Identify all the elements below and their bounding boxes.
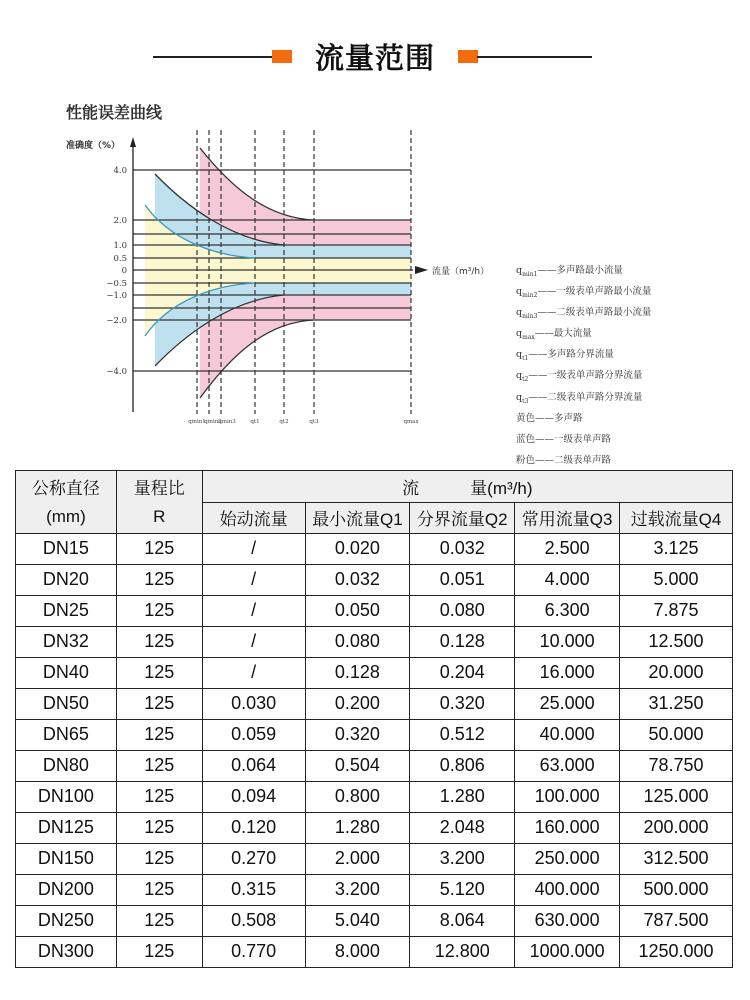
table-cell: 125 (116, 595, 202, 626)
table-cell: 6.300 (515, 595, 620, 626)
legend-text: ——二级表单声路最小流量 (537, 307, 652, 319)
table-row (16, 905, 733, 936)
table-cell: DN40 (16, 657, 117, 688)
table-cell: 50.000 (620, 719, 733, 750)
table-cell: 5.120 (410, 874, 515, 905)
table-cell: 2.500 (515, 533, 620, 564)
table-cell: 500.000 (620, 874, 733, 905)
table-row (16, 874, 733, 905)
table-cell: 0.320 (410, 688, 515, 719)
legend-text: ——多声路最小流量 (537, 265, 623, 276)
table-cell: 31.250 (620, 688, 733, 719)
legend-item (516, 389, 651, 410)
table-cell: 1250.000 (620, 936, 733, 967)
chart-title: 性能误差曲线 (66, 103, 163, 122)
legend-subscript: min1 (522, 270, 538, 278)
legend-text: ——二级表单声路分界流量 (528, 391, 643, 403)
table-cell: 40.000 (515, 719, 620, 750)
y-tick-label: −1.0 (106, 291, 127, 301)
legend-item (516, 410, 651, 431)
table-cell: 0.080 (410, 595, 515, 626)
chart-legend (516, 262, 651, 473)
table-row (16, 781, 733, 812)
table-cell: 125 (116, 843, 202, 874)
column-header: 分界流量Q2 (410, 502, 515, 533)
table-cell: 78.750 (620, 750, 733, 781)
table-cell: 125 (116, 688, 202, 719)
section-title: 流量范围 (314, 41, 435, 75)
table-cell: 0.200 (305, 688, 410, 719)
x-tick-label: qmin1 (188, 419, 206, 425)
column-header: 常用流量Q3 (515, 502, 620, 533)
table-cell: 3.200 (410, 843, 515, 874)
table-cell: 125 (116, 533, 202, 564)
header-range-ratio: 量程比 (116, 471, 202, 503)
table-cell: / (202, 657, 305, 688)
table-cell: DN32 (16, 626, 117, 657)
table-cell: 0.051 (410, 564, 515, 595)
y-tick-label: 2.0 (113, 216, 127, 226)
table-cell: / (202, 595, 305, 626)
table-cell: 0.032 (410, 533, 515, 564)
table-cell: 5.040 (305, 905, 410, 936)
x-axis-arrow-icon (415, 266, 428, 274)
legend-text: ——一级表单声路 (535, 433, 612, 445)
table-cell: 125 (116, 936, 202, 967)
legend-item (516, 431, 651, 452)
table-cell: 1.280 (305, 812, 410, 843)
legend-symbol: q (516, 349, 523, 361)
table-cell: 312.500 (620, 843, 733, 874)
table-cell: 0.508 (202, 905, 305, 936)
header-dn: 公称直径 (16, 471, 117, 503)
table-cell: / (202, 626, 305, 657)
table-cell: 63.000 (515, 750, 620, 781)
legend-text: ——一级表单声路最小流量 (537, 286, 652, 298)
legend-symbol: q (516, 370, 523, 382)
legend-item (516, 304, 651, 325)
y-axis-arrow-icon (130, 137, 136, 147)
table-cell: 12.500 (620, 626, 733, 657)
x-tick-label: qmin2 (204, 419, 222, 425)
legend-symbol: q (516, 265, 523, 276)
table-row (16, 688, 733, 719)
header-dn-unit: (mm) (16, 502, 117, 533)
table-cell: DN15 (16, 533, 117, 564)
table-cell: 0.064 (202, 750, 305, 781)
legend-text: ——多声路 (535, 412, 583, 424)
table-row (16, 626, 733, 657)
table-cell: 0.204 (410, 657, 515, 688)
table-cell: DN100 (16, 781, 117, 812)
x-tick-label: qmin3 (218, 419, 236, 425)
table-cell: / (202, 564, 305, 595)
table-cell: 2.048 (410, 812, 515, 843)
y-tick-label: −2.0 (106, 316, 127, 326)
legend-symbol: q (516, 307, 523, 319)
table-cell: 0.120 (202, 812, 305, 843)
y-tick-label: 0.5 (113, 254, 127, 264)
table-cell: 0.806 (410, 750, 515, 781)
legend-item (516, 262, 651, 283)
header-range-ratio-unit: R (116, 502, 202, 533)
x-tick-label: qmax (403, 419, 419, 425)
table-cell: 0.128 (410, 626, 515, 657)
legend-symbol: 粉色 (516, 454, 536, 466)
table-row (16, 657, 733, 688)
table-cell: 0.020 (305, 533, 410, 564)
table-cell: 0.032 (305, 564, 410, 595)
y-tick-label: −4.0 (106, 367, 127, 377)
table-cell: 125 (116, 874, 202, 905)
table-cell: DN25 (16, 595, 117, 626)
table-cell: 200.000 (620, 812, 733, 843)
table-cell: 125.000 (620, 781, 733, 812)
table-cell: 125 (116, 564, 202, 595)
table-cell: 787.500 (620, 905, 733, 936)
legend-symbol: 黄色 (516, 412, 536, 424)
legend-text: ——二级表单声路 (535, 454, 612, 466)
table-cell: 3.200 (305, 874, 410, 905)
table-cell: 3.125 (620, 533, 733, 564)
y-tick-label: −0.5 (106, 279, 127, 289)
legend-symbol: q (516, 328, 523, 340)
table-cell: DN50 (16, 688, 117, 719)
y-tick-label: 0 (121, 266, 127, 276)
table-row (16, 564, 733, 595)
table-cell: 0.094 (202, 781, 305, 812)
table-cell: 0.050 (305, 595, 410, 626)
flow-range-table (15, 470, 733, 968)
y-axis-label: 准确度（%） (66, 141, 121, 151)
table-cell: 160.000 (515, 812, 620, 843)
table-cell: 0.504 (305, 750, 410, 781)
table-row (16, 595, 733, 626)
legend-symbol: q (516, 391, 523, 403)
table-row (16, 936, 733, 967)
table-cell: 7.875 (620, 595, 733, 626)
column-header: 始动流量 (202, 502, 305, 533)
table-cell: 0.030 (202, 688, 305, 719)
legend-item (516, 346, 651, 367)
legend-subscript: t2 (522, 376, 529, 384)
table-cell: 250.000 (515, 843, 620, 874)
table-cell: 1.280 (410, 781, 515, 812)
table-cell: DN65 (16, 719, 117, 750)
table-cell: 0.512 (410, 719, 515, 750)
table-cell: 16.000 (515, 657, 620, 688)
table-cell: DN250 (16, 905, 117, 936)
legend-text: ——多声路分界流量 (528, 349, 614, 361)
table-cell: DN300 (16, 936, 117, 967)
table-cell: 0.770 (202, 936, 305, 967)
table-cell: 0.270 (202, 843, 305, 874)
x-tick-label: qt3 (309, 419, 319, 425)
table-cell: / (202, 533, 305, 564)
legend-symbol: q (516, 286, 523, 298)
legend-text: ——最大流量 (534, 328, 592, 340)
table-cell: DN80 (16, 750, 117, 781)
table-cell: DN20 (16, 564, 117, 595)
table-cell: 10.000 (515, 626, 620, 657)
legend-subscript: max (522, 334, 535, 342)
legend-item (516, 283, 651, 304)
table-cell: 125 (116, 750, 202, 781)
legend-subscript: t3 (522, 397, 529, 405)
table-cell: 100.000 (515, 781, 620, 812)
y-tick-label: 4.0 (113, 166, 127, 176)
table-cell: 0.128 (305, 657, 410, 688)
table-row (16, 719, 733, 750)
table-row (16, 843, 733, 874)
table-cell: 400.000 (515, 874, 620, 905)
legend-subscript: min3 (522, 313, 538, 321)
table-cell: 0.059 (202, 719, 305, 750)
column-header: 过载流量Q4 (620, 502, 733, 533)
legend-subscript: t1 (522, 355, 529, 363)
column-header: 最小流量Q1 (305, 502, 410, 533)
table-cell: 8.064 (410, 905, 515, 936)
table-cell: 125 (116, 812, 202, 843)
table-cell: 8.000 (305, 936, 410, 967)
x-axis-label: 流量（m³/h） (432, 267, 490, 277)
table-cell: 4.000 (515, 564, 620, 595)
table-cell: 125 (116, 626, 202, 657)
table-cell: 125 (116, 781, 202, 812)
table-cell: 1000.000 (515, 936, 620, 967)
table-cell: 20.000 (620, 657, 733, 688)
legend-text: ——一级表单声路分界流量 (528, 370, 643, 382)
table-cell: 0.080 (305, 626, 410, 657)
table-cell: 2.000 (305, 843, 410, 874)
table-cell: 25.000 (515, 688, 620, 719)
table-row (16, 812, 733, 843)
table-cell: 12.800 (410, 936, 515, 967)
table-row (16, 533, 733, 564)
table-cell: DN150 (16, 843, 117, 874)
table-cell: 0.800 (305, 781, 410, 812)
table-cell: 630.000 (515, 905, 620, 936)
table-cell: 125 (116, 905, 202, 936)
x-tick-label: qt2 (279, 419, 289, 425)
x-tick-label: qt1 (250, 419, 260, 425)
table-cell: DN125 (16, 812, 117, 843)
y-tick-label: 1.0 (113, 241, 127, 251)
table-row (16, 750, 733, 781)
legend-item (516, 367, 651, 388)
table-cell: 0.320 (305, 719, 410, 750)
table-cell: 0.315 (202, 874, 305, 905)
legend-item (516, 325, 651, 346)
header-flow: 流 量(m³/h) (202, 471, 732, 503)
legend-symbol: 蓝色 (516, 433, 536, 445)
table-cell: 125 (116, 719, 202, 750)
table-cell: 5.000 (620, 564, 733, 595)
table-cell: DN200 (16, 874, 117, 905)
legend-subscript: min2 (522, 291, 538, 299)
table-cell: 125 (116, 657, 202, 688)
